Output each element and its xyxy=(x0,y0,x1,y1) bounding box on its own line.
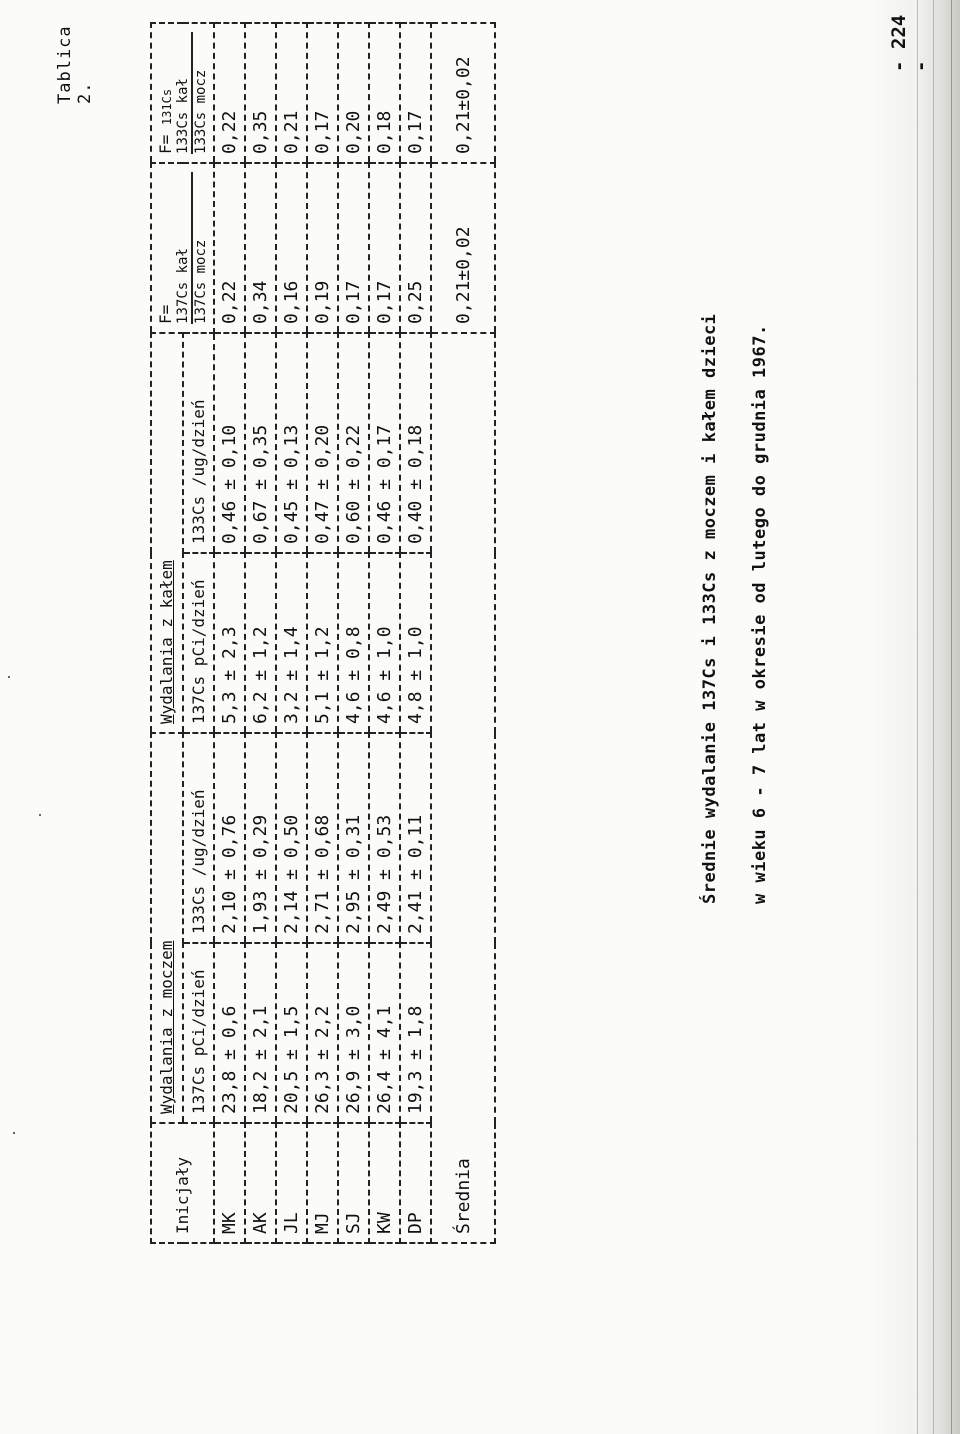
table-row xyxy=(307,23,338,1243)
cell-feces-cs137: 5,1 ± 1,2 xyxy=(307,553,338,733)
cell-f133: 0,22 xyxy=(214,23,245,163)
header-f137-denominator: 137Cs mocz xyxy=(193,239,209,324)
table-row xyxy=(276,23,307,1243)
header-feces-group: Wydalania z kałem xyxy=(151,333,183,733)
cell-urine-cs133: 2,71 ± 0,68 xyxy=(307,733,338,943)
row-initials: MK xyxy=(214,1123,245,1243)
cell-f137: 0,19 xyxy=(307,163,338,333)
header-f133-label: F= xyxy=(156,134,175,154)
footnote-line-1: Średnie wydalanie 137Cs i 133Cs z moczem i kałem dzieci xyxy=(700,313,720,904)
cell-f137: 0,34 xyxy=(245,163,276,333)
row-initials: JL xyxy=(276,1123,307,1243)
cell-feces-cs133: 0,60 ± 0,22 xyxy=(338,333,369,553)
cell-f133: 0,17 xyxy=(400,23,431,163)
cell-urine-cs133: 2,49 ± 0,53 xyxy=(369,733,400,943)
cell-feces-cs137: 4,6 ± 1,0 xyxy=(369,553,400,733)
header-f133-superscript: 131Cs xyxy=(160,88,174,126)
cell-urine-cs133: 1,93 ± 0,29 xyxy=(245,733,276,943)
cell-urine-cs137: 19,3 ± 1,8 xyxy=(400,943,431,1123)
cell-f133: 0,35 xyxy=(245,23,276,163)
cell-feces-cs133: 0,47 ± 0,20 xyxy=(307,333,338,553)
row-initials: DP xyxy=(400,1123,431,1243)
row-initials: KW xyxy=(369,1123,400,1243)
table-row xyxy=(214,23,245,1243)
cell-feces-cs133: 0,46 ± 0,10 xyxy=(214,333,245,553)
header-urine-cs133: 133Cs /ug/dzień xyxy=(183,733,215,943)
cell-feces-cs137: 4,8 ± 1,0 xyxy=(400,553,431,733)
table-caption: Tablica 2. xyxy=(55,25,95,104)
footnote-line-2: w wieku 6 - 7 lat w okresie od lutego do grudnia 1967. xyxy=(750,324,770,904)
cell-feces-cs133: 0,46 ± 0,17 xyxy=(369,333,400,553)
cell-f137: 0,17 xyxy=(369,163,400,333)
page-number: - 224 - xyxy=(888,14,932,72)
cell-feces-cs133: 0,40 ± 0,18 xyxy=(400,333,431,553)
cell-feces-cs137: 4,6 ± 0,8 xyxy=(338,553,369,733)
header-f133 xyxy=(151,23,214,163)
cell-urine-cs137: 26,9 ± 3,0 xyxy=(338,943,369,1123)
table-row xyxy=(338,23,369,1243)
average-label: Średnia xyxy=(431,333,495,1243)
header-f133-numerator: 133Cs kał xyxy=(175,32,193,154)
table-row xyxy=(400,23,431,1243)
cell-feces-cs133: 0,67 ± 0,35 xyxy=(245,333,276,553)
row-initials: SJ xyxy=(338,1123,369,1243)
cell-feces-cs137: 3,2 ± 1,4 xyxy=(276,553,307,733)
cell-urine-cs137: 18,2 ± 2,1 xyxy=(245,943,276,1123)
cell-urine-cs133: 2,10 ± 0,76 xyxy=(214,733,245,943)
cell-feces-cs137: 5,3 ± 2,3 xyxy=(214,553,245,733)
header-initials: Inicjały xyxy=(151,1123,214,1243)
table-row xyxy=(245,23,276,1243)
average-row xyxy=(431,23,495,1243)
cell-urine-cs137: 23,8 ± 0,6 xyxy=(214,943,245,1123)
average-f137: 0,21±0,02 xyxy=(431,163,495,333)
header-row-groups xyxy=(151,23,183,1243)
cell-urine-cs137: 26,4 ± 4,1 xyxy=(369,943,400,1123)
cell-urine-cs137: 26,3 ± 2,2 xyxy=(307,943,338,1123)
header-f137-numerator: 137Cs kał xyxy=(175,172,193,324)
header-f137 xyxy=(151,163,214,333)
cell-f137: 0,22 xyxy=(214,163,245,333)
header-urine-cs137: 137Cs pCi/dzień xyxy=(183,943,215,1123)
average-f133: 0,21±0,02 xyxy=(431,23,495,163)
row-initials: AK xyxy=(245,1123,276,1243)
cell-urine-cs133: 2,14 ± 0,50 xyxy=(276,733,307,943)
cell-urine-cs133: 2,41 ± 0,11 xyxy=(400,733,431,943)
cell-urine-cs133: 2,95 ± 0,31 xyxy=(338,733,369,943)
cell-f133: 0,18 xyxy=(369,23,400,163)
row-initials: MJ xyxy=(307,1123,338,1243)
cell-f133: 0,21 xyxy=(276,23,307,163)
header-f137-label: F= xyxy=(156,304,175,324)
cell-feces-cs133: 0,45 ± 0,13 xyxy=(276,333,307,553)
header-feces-cs137: 137Cs pCi/dzień xyxy=(183,553,215,733)
table-row xyxy=(369,23,400,1243)
excretion-table xyxy=(150,22,496,1244)
header-feces-cs133: 133Cs /ug/dzień xyxy=(183,333,215,553)
header-f133-denominator: 133Cs mocz xyxy=(193,69,209,154)
cell-f137: 0,16 xyxy=(276,163,307,333)
cell-f133: 0,17 xyxy=(307,23,338,163)
cell-f133: 0,20 xyxy=(338,23,369,163)
cell-f137: 0,25 xyxy=(400,163,431,333)
cell-f137: 0,17 xyxy=(338,163,369,333)
cell-urine-cs137: 20,5 ± 1,5 xyxy=(276,943,307,1123)
cell-feces-cs137: 6,2 ± 1,2 xyxy=(245,553,276,733)
header-urine-group: Wydalania z moczem xyxy=(151,733,183,1123)
